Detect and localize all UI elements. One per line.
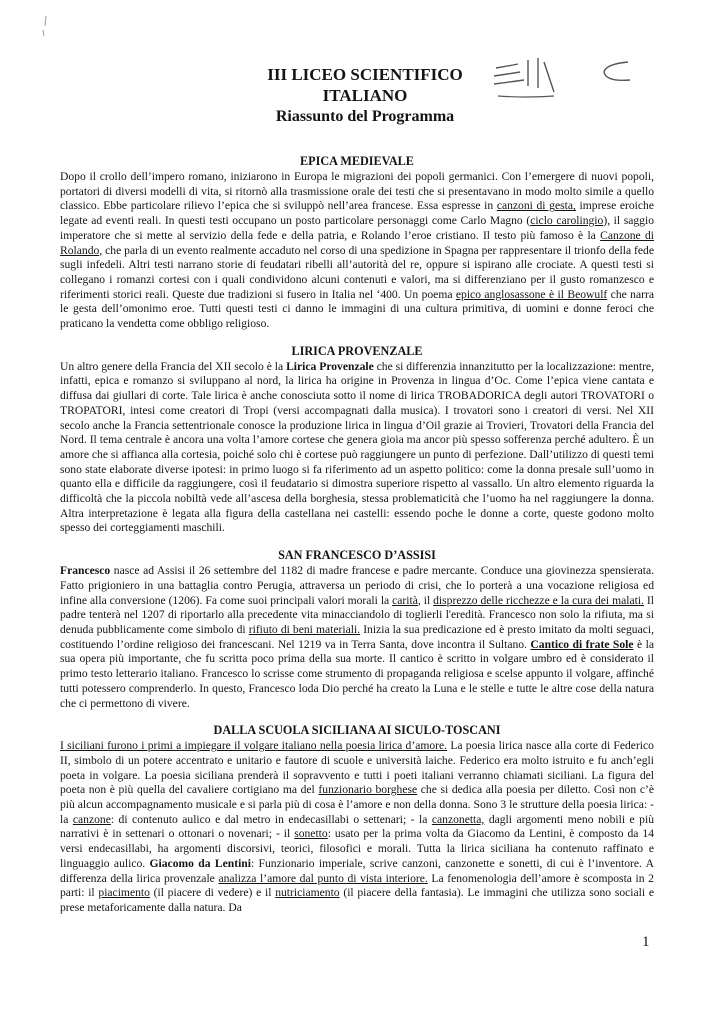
underlined-text: carità <box>392 593 418 607</box>
text-run: (il piacere della fantasia). Le immagini che utilizza sono sociali e prese metaforicamente dalla natura. Da <box>60 886 654 914</box>
text-run: che narra le gesta dell’omonimo eroe. Tutti questi testi ci danno le immagini di una cultura primitiva, di uomini e donne feroci che praticano la vendetta come obbligo religioso. <box>60 287 654 331</box>
underlined-text: canzone <box>72 812 111 826</box>
document-body <box>60 154 654 928</box>
text-run: Dopo il crollo dell’impero romano, iniziarono in Europa le migrazioni dei popoli germanici. Con l’emergere di nuovi popoli, portatori di diversi modelli di vita, si ritornò alla trasmissione orale dei testi che si presentavano in modo molto simile a quello classico. Ebbe particolare rilievo l’epica che si sviluppò nell’area francese. Essa espresse in <box>60 170 654 213</box>
text-run: che parla di un evento realmente accaduto nel corso di una spedizione in Spagna per rappresentare il trionfo della fede sugli infedeli. Altri testi narrano storie di feudatari ribelli all’autorità del re, oppure si ispirano alle crociate. A questi testi si collegano i romanzi cortesi con i quali condividono alcuni contenuti e valori, ma si differenziano per il gusto romanzesco e riferimenti storici reali. Queste due tradizioni si fusero in Italia nel ‘400. Un poema <box>60 243 654 301</box>
section-paragraph <box>60 170 654 332</box>
text-run: imprese eroiche legate ad eventi reali. In questi testi occupano un posto particolare personaggi come Carlo Magno ( <box>60 199 654 228</box>
section-paragraph <box>60 564 654 711</box>
text-run: , il <box>417 593 434 607</box>
underlined-text: canzoni di gesta, <box>496 199 576 213</box>
underlined-text: piacimento <box>98 886 150 900</box>
section-title: LIRICA PROVENZALE <box>291 343 423 358</box>
underlined-text: funzionario borghese <box>318 783 418 797</box>
section-paragraph <box>60 360 654 536</box>
section-title: EPICA MEDIEVALE <box>300 154 414 168</box>
underlined-text: rifiuto di beni materiali. <box>248 622 361 636</box>
underlined-text: analizza l’amore dal punto di vista interiore. <box>218 871 428 885</box>
bold-text: Francesco <box>60 564 111 578</box>
text-run: Un altro genere della Francia del XII secolo è la <box>60 359 287 373</box>
section-title: SAN FRANCESCO D’ASSISI <box>278 548 436 563</box>
bold-text: Lirica Provenzale <box>286 359 374 373</box>
text-run: dagli argomenti meno nobili e più narrativi è in settenari o ottonari o novenari; - il <box>60 812 654 841</box>
underlined-text: I siciliani furono i primi a impiegare il volgare italiano nella poesia lirica d’amore. <box>60 739 448 753</box>
text-run: La fenomenologia dell’amore è scomposta in 2 parti: il <box>60 871 654 900</box>
text-run: : Funzionario imperiale, scrive canzoni, canzonette e sonetti, di cui è l’inventore. A differenza della lirica provenzale <box>60 856 654 885</box>
underlined-text: nutriciamento <box>275 886 340 900</box>
underlined-text: disprezzo delle ricchezze e la cura dei malati. <box>433 593 644 607</box>
text-run: (il piacere di vedere) e il <box>149 886 276 900</box>
section-epica-medievale <box>60 154 654 332</box>
underlined-text: epico anglosassone è il Beowulf <box>455 287 608 301</box>
header-subject: ITALIANO <box>322 86 408 105</box>
section-paragraph <box>60 739 654 915</box>
underlined-text: ciclo carolingio <box>530 214 604 228</box>
bold-text: Giacomo da Lentini <box>149 856 251 870</box>
text-run: La poesia lirica nasce alla corte di Federico II, simbolo di un potere accentrato e unitario e fautore di scuole e università laiche. Federico era molto istruito e fu anch’egli poeta in volgare. La poesia siciliana prenderà il sopravvento e tutti i poeti italiani verranno chiamati siciliani. La figura del poeta non è più quella del cavaliere cortigiano ma del <box>60 739 654 797</box>
text-run: : di contenuto aulico e dal metro in endecasillabi o settenari; - la <box>110 812 432 826</box>
underlined-text: sonetto <box>294 827 328 841</box>
text-run: Il padre tenterà nel 1207 di riportarlo alla precedente vita minacciandolo di toglierli l'eredità. Francesco non solo la rifiuta, ma si denuda pubblicamente come simbolo di <box>60 593 654 636</box>
underlined-text: Canzone di Rolando, <box>60 228 654 257</box>
text-run: nasce ad Assisi il 26 settembre del 1182 di madre francese e padre mercante. Conduce una giovinezza spensierata. Fatto prigioniero in una battaglia contro Perugia, attraversa un periodo di crisi, che lo porterà a una vocazione religiosa ed infine alla conversione (1206). Fa come suoi principali valori morali la <box>60 564 654 607</box>
handwritten-class-mark <box>488 52 638 102</box>
header-summary-title: Riassunto del Programma <box>275 108 455 125</box>
section-scuola-siciliana <box>60 723 654 915</box>
bold-underlined-text: Cantico di frate Sole <box>530 637 634 651</box>
document-header <box>200 64 530 127</box>
page-number: 1 <box>642 934 650 950</box>
section-san-francesco <box>60 548 654 711</box>
text-run: : usato per la prima volta da Giacomo da Lentini, è composto da 14 versi endecasillabi, ha argomenti discorsivi, teorici, filosofici e morali. Tutta la lirica siciliana ha contenuto raffinato e linguaggio aulico. <box>60 827 654 870</box>
text-run: ), il saggio imperatore che si mette al servizio della fede e della patria, e Rolando l’eroe cristiano. Il testo più famoso è la <box>60 214 654 242</box>
text-run: che si differenzia innanzitutto per la localizzazione: mentre, infatti, epica e romanzo si sviluppano al nord, la lirica ha origine in Provenza in lingua d’Oc. Come l’epica viene cantata e diffusa dai giullari di corte. Tale lirica è anche conosciuta sotto il nome di lirica TROBADORICA degli autori TROVATORI o TROPATORI, intesi come creatori di Tropi (versi accompagnati dalla musica). I trovatori sono i creatori di versi. Nel XII secolo anche la Francia settentrionale conosce la produzione lirica in lingua d’Oil grazie ai Trovieri, Trovatori della Francia del Nord. Il tema centrale è ancora una volta l’amore cortese che genera gioia ma ancor più spesso sofferenza perché adultero. È un amore che si affianca alla cortesia, poiché solo chi è cortese può raggiungere un punto di perfezione. Dall’utilizzo di questi temi sono state elaborate diverse ipotesi: in primo luogo si fa riferimento ad un aspetto politico: come la donna presale sull’uomo in quanto ella e difficile da raggiungere, così il feudatario si dimostra superiore rispetto al vassallo. Un altro elemento riguarda la difficoltà che la piccola nobiltà vede all’ascesa della borghesia, stessa problematicità che l’uomo ha nel raggiungere la donna. Altra interpretazione è legata alla figura della castellana nei castelli: essendo poche le donne a corte, queste godono molto spesso dei corteggiamenti maschili. <box>60 359 654 535</box>
underlined-text: canzonetta, <box>431 812 485 826</box>
section-lirica-provenzale <box>60 344 654 536</box>
section-title: DALLA SCUOLA SICILIANA AI SICULO-TOSCANI <box>213 723 501 738</box>
text-run: è la sua opera più importante, che fu scritta poco prima della sua morte. Il cantico è scritto in volgare umbro ed è considerato il primo testo letterario italiano. Francesco lo scrisse come strumento di propaganda religiosa e scelse appunto il volgare, affinché tutti potessero comprenderlo. In questo, Francesco loda Dio perché ha creato la Luna e le stelle e tutte le altre cose della natura che ci permettono di vivere. <box>60 637 654 710</box>
scan-mark-icon <box>38 14 52 40</box>
header-school-name: III LICEO SCIENTIFICO <box>267 65 463 84</box>
text-run: Inizia la sua predicazione ed è presto imitato da molti seguaci, costituendo l’ordine religioso dei francescani. Nel 1219 va in Terra Santa, dove incontra il Sultano. <box>60 622 654 651</box>
text-run: che si dedica alla poesia per diletto. Così non c’è più alcun accompagnamento musicale e si parla più di cosa è l’amore e non della donna. Sono 3 le strutture della poesia lirica: - la <box>60 783 654 826</box>
